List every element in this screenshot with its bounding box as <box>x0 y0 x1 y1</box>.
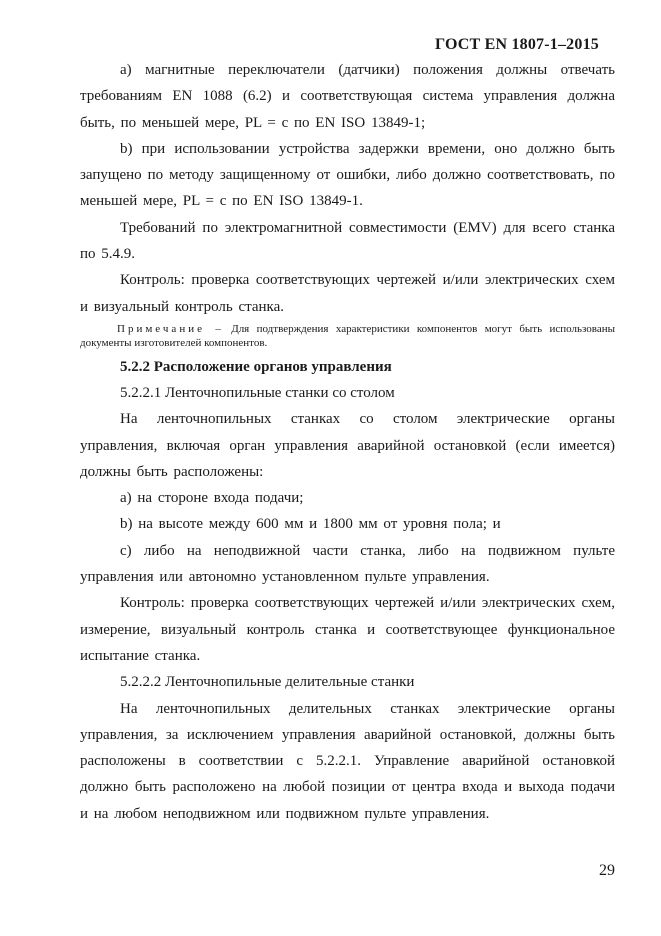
list-item-b: b) на высоте между 600 мм и 1800 мм от уровня пола; и <box>120 516 501 533</box>
paragraph-table-saw-controls: На ленточнопильных станках со столом электрические органы управления, включая орган управления аварийной остановкой (если имеется) должны быть расположены: <box>80 411 615 480</box>
subsection-heading-5-2-2-2: 5.2.2.2 Ленточнопильные делительные станки <box>120 674 415 691</box>
paragraph-item-a-magnetic-switches: а) магнитные переключатели (датчики) положения должны отвечать требованиям EN 1088 (6.2) и соответствующая система управления должна быть, по меньшей мере, PL = c по EN ISO 13849-1; <box>80 62 615 131</box>
paragraph-item-b-time-delay: b) при использовании устройства задержки времени, оно должно быть запущено по методу защищенному от ошибки, либо должно соответствовать, по меньшей мере, PL = c по EN ISO 13849-1. <box>80 140 615 210</box>
page-number: 29 <box>599 862 615 879</box>
paragraph-emc-requirements: Требований по электромагнитной совместимости (EMV) для всего станка по 5.4.9. <box>80 219 615 263</box>
paragraph-resaw-controls: На ленточнопильных делительных станках электрические органы управления, за исключением управления аварийной остановкой, должны быть расположены в соответствии с 5.2.2.1. Управление аварийной остановкой должно быть расположено на любой позиции от центра входа и выхода подачи и на любом неподвижном или подвижном пульте управления. <box>80 700 615 822</box>
list-item-a: a) на стороне входа подачи; <box>120 490 304 507</box>
paragraph-control-check-2: Контроль: проверка соответствующих чертежей и/или электрических схем, измерение, визуальный контроль станка и соответствующее функциональное испытание станка. <box>80 595 615 664</box>
page-body <box>80 57 615 827</box>
note <box>80 322 615 350</box>
paragraph-control-check: Контроль: проверка соответствующих чертежей и/или электрических схем и визуальный контроль станка. <box>80 272 615 315</box>
subsection-heading-5-2-2-1: 5.2.2.1 Ленточнопильные станки со столом <box>120 384 395 401</box>
section-heading-5-2-2: 5.2.2 Расположение органов управления <box>120 358 392 375</box>
note-text: Для подтверждения характеристики компонентов могут быть использованы документы изготовителей компонентов. <box>80 322 615 349</box>
document-code: ГОСТ EN 1807-1–2015 <box>434 36 599 53</box>
note-label: Примечание – <box>117 322 224 335</box>
list-item-c: c) либо на неподвижной части станка, либо на подвижном пульте управления или автономно установленном пульте управления. <box>80 542 615 586</box>
